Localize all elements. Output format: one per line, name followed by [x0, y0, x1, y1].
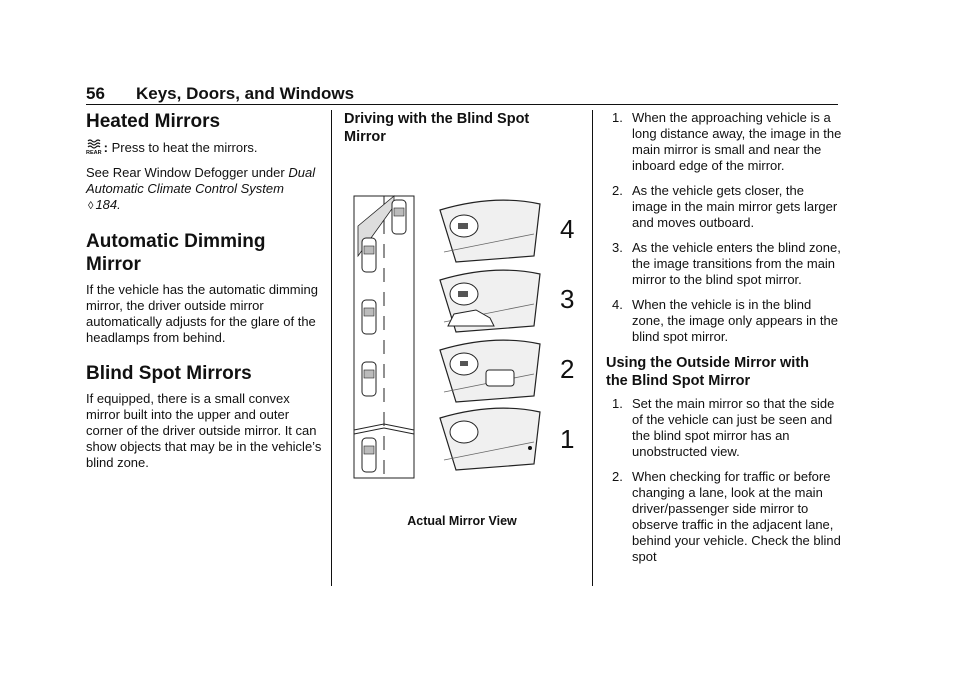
mirror-view-3: [440, 270, 574, 332]
mirror-view-2: [440, 340, 574, 402]
approach-steps: [606, 110, 842, 345]
column-divider-1: [331, 110, 332, 586]
see-prefix: See Rear Window Defogger under: [86, 165, 285, 180]
heated-mirrors-text: Press to heat the mirrors.: [111, 140, 258, 155]
figure-caption: Actual Mirror View: [407, 514, 517, 528]
list-item: 2. As the vehicle gets closer, the image in the main mirror gets larger and moves outboard.: [612, 183, 838, 230]
page-header: [86, 82, 838, 104]
list-item: 3. As the vehicle enters the blind zone, the image transitions from the main mirror to the blind spot mirror.: [612, 240, 841, 287]
blind-spot-text: If equipped, there is a small convex mirror built into the upper and outer corner of the driver outside mirror. It can show objects that may be in the vehicle’s blind zone.: [86, 391, 322, 470]
mirror-view-1: [440, 408, 574, 470]
list-item: 2. When checking for traffic or before changing a lane, look at the main driver/passenger side mirror to observe traffic in the adjacent lane, behind your vehicle. Check the blind spot: [612, 469, 841, 564]
road-diagram: [354, 196, 414, 478]
approaching-vehicle-4: [362, 238, 376, 272]
page-number: 56: [86, 84, 105, 103]
driving-heading-line2: Mirror: [344, 129, 386, 145]
see-page[interactable]: 184.: [95, 197, 121, 212]
list-item: 1. When the approaching vehicle is a long distance away, the image in the main mirror is small and near the inboard edge of the mirror.: [612, 110, 842, 173]
driving-heading-line1: Driving with the Blind Spot: [344, 111, 530, 127]
figure-label-1: 1: [560, 424, 575, 454]
blind-spot-figure: [344, 196, 580, 488]
auto-dimming-heading: [86, 230, 322, 276]
page-ref-icon: ◊: [88, 200, 94, 212]
approaching-vehicle-3: [362, 300, 376, 334]
using-mirror-heading-line1: Using the Outside Mirror with: [606, 355, 810, 371]
chapter-title: Keys, Doors, and Windows: [136, 84, 355, 103]
using-mirror-heading: [606, 354, 842, 390]
figure-label-4: 4: [560, 214, 575, 244]
list-item: 4. When the vehicle is in the blind zone, the image only appears in the blind spot mirror.: [612, 297, 838, 344]
auto-dimming-heading-line1: Automatic Dimming: [86, 231, 266, 252]
approaching-vehicle-1: [362, 438, 376, 472]
see-reference: [86, 165, 322, 214]
column-1: [86, 110, 322, 471]
list-item: 1. Set the main mirror so that the side of the vehicle can just be seen and the blind spot mirror has an unobstructed view.: [612, 396, 835, 459]
approaching-vehicle-2: [362, 362, 376, 396]
usage-steps: [606, 396, 842, 565]
figure-label-3: 3: [560, 284, 575, 314]
figure-label-2: 2: [560, 354, 575, 384]
rear-label: REAR: [86, 150, 102, 156]
auto-dimming-heading-line2: Mirror: [86, 254, 141, 275]
using-mirror-heading-line2: the Blind Spot Mirror: [606, 373, 751, 389]
auto-dimming-text: If the vehicle has the automatic dimming mirror, the driver outside mirror automatically adjusts for the glare of the headlamps from behind.: [86, 282, 318, 345]
see-link[interactable]: Dual Automatic Climate Control System: [86, 165, 316, 196]
column-divider-2: [592, 110, 593, 586]
own-vehicle: [392, 200, 406, 234]
rear-defog-icon: [86, 139, 100, 159]
column-3: [606, 110, 842, 574]
blind-spot-heading: Blind Spot Mirrors: [86, 363, 252, 384]
column-2: [344, 110, 580, 528]
driving-heading: [344, 110, 580, 146]
heated-mirrors-line: [86, 139, 322, 159]
header-divider: [86, 104, 838, 105]
mirror-view-4: [440, 200, 574, 262]
icon-colon: :: [103, 140, 108, 155]
heated-mirrors-heading: Heated Mirrors: [86, 111, 221, 132]
